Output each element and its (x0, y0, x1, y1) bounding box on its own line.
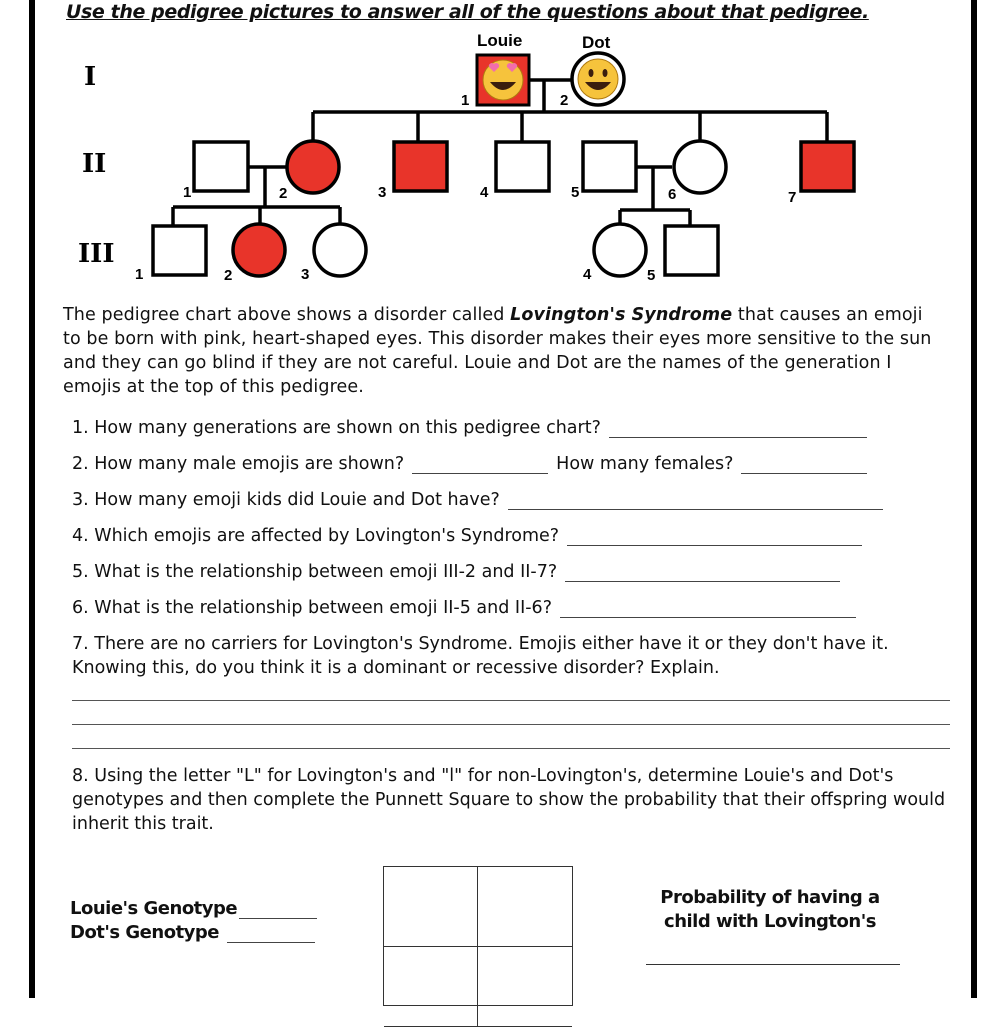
svg-text:4: 4 (480, 184, 489, 201)
answer-blank-6[interactable] (560, 599, 856, 618)
punnett-square (383, 866, 573, 1006)
probability-blank[interactable] (646, 964, 900, 965)
svg-text:3: 3 (378, 184, 387, 201)
dot-genotype-blank[interactable] (227, 924, 315, 943)
question-2: 2. How many male emojis are shown? How many females? (72, 454, 867, 474)
individual-II-5 (583, 142, 636, 191)
question-6: 6. What is the relationship between emoji II-5 and II-6? (72, 598, 856, 618)
svg-text:5: 5 (571, 184, 580, 201)
probability-label: Probability of having a child with Lovington's (660, 887, 880, 932)
answer-blank-4[interactable] (567, 527, 862, 546)
svg-text:1: 1 (183, 184, 192, 201)
svg-text:7: 7 (788, 189, 797, 206)
svg-text:2: 2 (279, 185, 288, 202)
answer-line-7b[interactable] (72, 724, 950, 725)
individual-III-3 (314, 224, 366, 276)
individual-I-1 (477, 55, 529, 105)
answer-line-7c[interactable] (72, 748, 950, 749)
punnett-cell[interactable] (478, 867, 572, 947)
individual-III-2 (233, 224, 285, 276)
individual-III-1 (153, 226, 206, 275)
answer-blank-2-females[interactable] (741, 455, 867, 474)
svg-text:1: 1 (461, 92, 470, 109)
individual-III-4 (594, 224, 646, 276)
individual-II-1 (194, 142, 248, 191)
individual-II-3 (394, 142, 447, 191)
individual-II-4 (496, 142, 549, 191)
svg-text:2: 2 (224, 267, 233, 284)
svg-text:1: 1 (135, 266, 144, 283)
punnett-cell[interactable] (384, 867, 478, 947)
svg-text:3: 3 (301, 266, 310, 283)
generation-label-II: II (82, 149, 107, 179)
name-dot: Dot (582, 33, 611, 52)
answer-blank-5[interactable] (565, 563, 840, 582)
name-louie: Louie (477, 31, 523, 50)
svg-text:2: 2 (560, 92, 569, 109)
svg-text:4: 4 (583, 266, 592, 283)
generation-label-III: III (78, 239, 115, 269)
generation-label-I: I (84, 62, 97, 92)
individual-I-2 (572, 53, 624, 105)
question-8: 8. Using the letter "L" for Lovington's and "l" for non-Lovington's, determine Louie's and Dot's genotypes and then complete the Punnett Square to show the probability that their offspring would inherit this trait. (72, 766, 946, 834)
pedigree-chart (0, 0, 997, 300)
answer-blank-3[interactable] (508, 491, 883, 510)
louie-genotype: Louie's Genotype (70, 898, 317, 919)
disorder-name: Lovington's Syndrome (510, 305, 733, 325)
individual-II-2 (287, 141, 339, 193)
dot-genotype: Dot's Genotype (70, 922, 315, 943)
question-7: 7. There are no carriers for Lovington's Syndrome. Emojis either have it or they don't have it. Knowing this, do you think it is a dominant or recessive disorder? Explain. (72, 634, 889, 678)
intro-paragraph: The pedigree chart above shows a disorder called Lovington's Syndrome that causes an emoji to be born with pink, heart-shaped eyes. This disorder makes their eyes more sensitive to the sun and they can go blind if they are not careful. Louie and Dot are the names of the generation I emojis at the top of this pedigree. (63, 305, 932, 397)
svg-text:6: 6 (668, 186, 677, 203)
answer-line-7a[interactable] (72, 700, 950, 701)
punnett-cell[interactable] (384, 947, 478, 1027)
punnett-cell[interactable] (478, 947, 572, 1027)
individual-II-7 (801, 142, 854, 191)
question-4: 4. Which emojis are affected by Lovington's Syndrome? (72, 526, 862, 546)
individual-III-5 (665, 226, 718, 275)
svg-text:5: 5 (647, 267, 656, 284)
answer-blank-2-males[interactable] (412, 455, 548, 474)
individual-II-6 (674, 141, 726, 193)
question-3: 3. How many emoji kids did Louie and Dot have? (72, 490, 883, 510)
question-1: 1. How many generations are shown on this pedigree chart? (72, 418, 867, 438)
question-5: 5. What is the relationship between emoji III-2 and II-7? (72, 562, 840, 582)
answer-blank-1[interactable] (609, 419, 867, 438)
worksheet-title: Use the pedigree pictures to answer all of the questions about that pedigree. (66, 1, 869, 23)
louie-genotype-blank[interactable] (239, 900, 317, 919)
